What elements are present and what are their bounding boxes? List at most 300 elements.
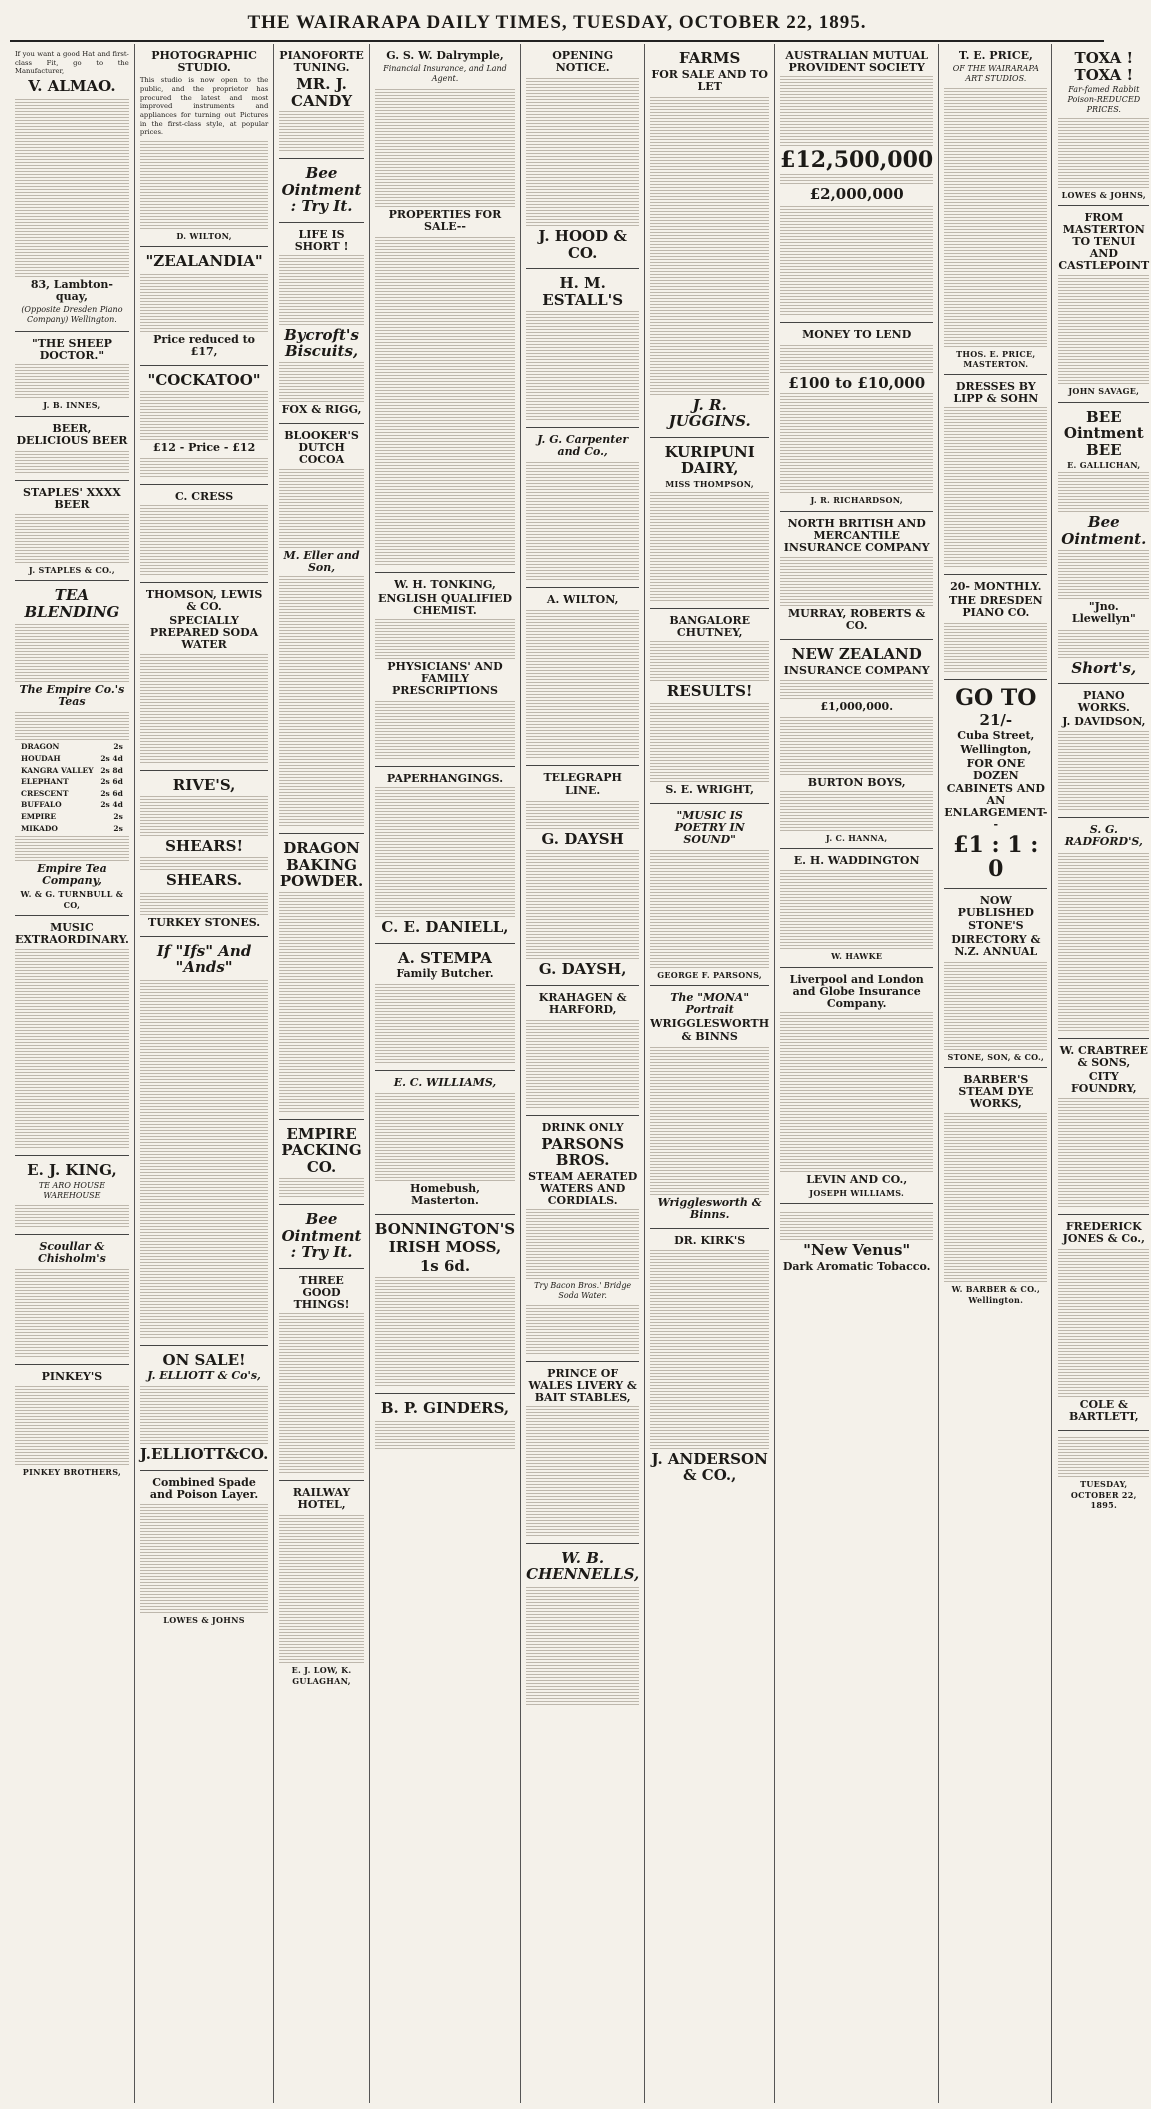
body-copy-block (279, 362, 364, 402)
ad-heading: C. CRESS (174, 489, 234, 503)
body-copy-block (279, 1177, 364, 1197)
ad-heading: COLE & BARTLETT, (1068, 1398, 1139, 1424)
body-copy-block (780, 869, 933, 949)
ad-subheading: FOR SALE AND TO LET (651, 67, 768, 93)
ad-chennells (526, 1544, 639, 1712)
ad-price: 1s 6d. (419, 1256, 471, 1275)
tea-name: EMPIRE (21, 812, 57, 821)
ad-heading: A. STEMPA (398, 948, 492, 967)
ad-three-things (279, 1269, 364, 1481)
body-copy-block (526, 1018, 639, 1108)
body-copy-block (526, 1209, 639, 1279)
ad-heading: Short's, (1071, 658, 1137, 677)
ad-heading: BONNINGTON'S (374, 1219, 516, 1238)
ad-text: If you want a good Hat and first-class Fit, go to the Manufacturer, (15, 50, 129, 76)
ad-heading: NORTH BRITISH AND MERCANTILE INSURANCE COMPANY (783, 516, 930, 554)
body-copy-block (15, 97, 129, 277)
ad-bee-ointment-2 (279, 1205, 364, 1269)
ad-goto (944, 680, 1047, 890)
ad-subheading: TE ARO HOUSE WAREHOUSE (38, 1180, 106, 1200)
ad-heading: Wrigglesworth & Binns. (657, 1195, 762, 1221)
body-copy-block (279, 576, 364, 826)
ad-subheading: Financial Insurance, and Land Agent. (383, 64, 507, 84)
ad-signature: STONE, SON, & CO., (947, 1051, 1045, 1062)
ad-north-british (780, 512, 933, 640)
body-copy-block (15, 1385, 129, 1465)
ad-heading: PROPERTIES FOR SALE-- (388, 207, 502, 233)
ad-heading: OPENING NOTICE. (552, 49, 614, 75)
ad-heading: "THE SHEEP DOCTOR." (31, 337, 112, 363)
ad-heading: RAILWAY HOTEL, (292, 1486, 351, 1512)
ad-heading: If "Ifs" And "Ands" (156, 941, 252, 977)
tea-price: 2s (113, 823, 123, 833)
tea-row (21, 754, 123, 764)
page-title: THE WAIRARAPA DAILY TIMES, TUESDAY, OCTOBER 22, 1895. (247, 12, 867, 33)
body-copy-block (1058, 549, 1149, 599)
ad-heading: NEW ZEALAND (791, 645, 922, 664)
body-copy-block (526, 1585, 639, 1705)
ad-heading: C. E. DANIELL, (381, 918, 509, 937)
body-copy-block (526, 76, 639, 226)
ad-king (15, 1156, 129, 1235)
ad-mona (650, 986, 769, 1229)
tea-row (21, 812, 123, 822)
tea-name: CRESCENT (21, 788, 69, 798)
ad-heading: V. ALMAO. (28, 77, 116, 96)
body-copy-block (279, 111, 364, 151)
body-copy-block (650, 491, 769, 601)
ad-signature: JOHN SAVAGE, (1068, 386, 1140, 397)
ad-pinkey (15, 1365, 129, 1482)
ad-photo-studio (140, 44, 268, 247)
ad-almao (15, 44, 129, 332)
ad-heading: E. J. KING, (27, 1161, 117, 1180)
ad-new-zealand (780, 640, 933, 849)
body-copy-block (780, 679, 933, 699)
ad-ifs-ands (140, 937, 268, 1346)
body-copy-block (375, 87, 515, 207)
ad-jones (1058, 1215, 1149, 1431)
body-copy-block (375, 699, 515, 759)
column-8b (1058, 44, 1151, 2103)
body-copy-block (780, 393, 933, 493)
column-2 (135, 44, 274, 2103)
ad-subheading: OF THE WAIRARAPA ART STUDIOS. (952, 64, 1039, 84)
column-8 (939, 44, 1151, 2103)
ad-heading: DR. KIRK'S (674, 1233, 746, 1247)
body-copy-block (650, 1045, 769, 1195)
ad-signature: W. BARBER & CO., Wellington. (951, 1284, 1041, 1305)
column-1 (10, 44, 135, 2103)
ad-price: £12 - Price - £12 (152, 441, 256, 455)
ad-bee-ointment (279, 159, 364, 223)
ad-heading: GO TO (955, 684, 1037, 711)
ad-heading: IRISH MOSS, (388, 1238, 502, 1257)
ad-heading: MURRAY, ROBERTS & CO. (787, 606, 926, 633)
body-copy-block (650, 95, 769, 395)
ad-signature: GEORGE F. PARSONS, (657, 969, 763, 980)
ad-krahagen (526, 986, 639, 1116)
ad-heading: THREE GOOD THINGS! (293, 1273, 350, 1312)
body-copy-block (375, 1091, 515, 1181)
body-copy-block (1058, 472, 1149, 512)
ad-heading: FOX & RIGG, (281, 402, 362, 416)
body-copy-block (140, 856, 268, 870)
ad-amount: £100 to £10,000 (788, 373, 926, 392)
ad-heading: Bee Ointment. (1061, 513, 1147, 548)
tea-row (21, 789, 123, 799)
body-copy-block (780, 205, 933, 315)
ad-dragon (279, 834, 364, 1120)
ad-signature: MISS THOMPSON, (665, 478, 754, 489)
body-copy-block (526, 608, 639, 758)
ad-prince-of-wales (526, 1362, 639, 1544)
ad-heading: TURKEY STONES. (148, 915, 261, 929)
body-copy-block (140, 272, 268, 332)
ad-heading: E. H. WADDINGTON (793, 854, 920, 868)
ad-heading: STAPLES' XXXX BEER (23, 485, 121, 511)
ad-farms (650, 44, 769, 438)
ad-piano-tuning (279, 44, 364, 159)
ad-heading: FARMS (679, 49, 741, 67)
ad-estall (526, 269, 639, 428)
ad-radford (1058, 818, 1149, 1038)
body-copy-block (526, 849, 639, 959)
body-copy-block (944, 407, 1047, 567)
ad-price: £1 : 1 : 0 (953, 831, 1039, 883)
ad-heading: PINKEY'S (41, 1370, 103, 1384)
body-copy-block (650, 641, 769, 681)
ad-signature: J. B. INNES, (43, 400, 101, 411)
ad-staples (15, 481, 129, 581)
ad-heading: J. R. JUGGINS. (668, 395, 751, 431)
ad-tonking (375, 573, 515, 768)
body-copy-block (15, 1203, 129, 1227)
body-copy-block (780, 76, 933, 146)
ad-signature: LOWES & JOHNS (163, 1614, 245, 1625)
tea-name: DRAGON (21, 742, 60, 752)
ad-music (15, 916, 129, 1156)
ad-heading: BARBER'S STEAM DYE WORKS, (958, 1073, 1034, 1111)
body-copy-block (944, 960, 1047, 1050)
body-copy-block (15, 948, 129, 1148)
ad-signature: J. STAPLES & CO., (28, 565, 115, 576)
ad-heading: LEVIN AND CO., (806, 1172, 908, 1186)
ad-drink (526, 1116, 639, 1362)
ad-heading: RESULTS! (666, 682, 753, 701)
body-copy-block (780, 715, 933, 775)
ad-signature: J. R. RICHARDSON, (810, 495, 903, 506)
body-copy-block (375, 1276, 515, 1386)
ad-heading: KURIPUNI DAIRY, (664, 442, 755, 478)
body-copy-block (140, 978, 268, 1338)
ad-heading: E. C. WILLIAMS, (393, 1075, 497, 1089)
ad-heading: J. ELLIOTT & Co's, (147, 1369, 261, 1383)
ad-heading: Liverpool and London and Globe Insurance Company. (789, 972, 924, 1010)
ad-heading: THE DRESDEN PIANO CO. (948, 594, 1043, 620)
ad-heading: DRAGON BAKING POWDER. (279, 839, 364, 891)
ad-heading: RIVE'S, (172, 776, 236, 795)
tea-price: 2s 8d (100, 765, 123, 775)
ad-subheading: DIRECTORY & N.Z. ANNUAL (951, 932, 1041, 958)
body-copy-block (140, 457, 268, 477)
ad-spade (140, 1471, 268, 1630)
ad-amp-society (780, 44, 933, 323)
tea-name: HOUDAH (21, 754, 61, 764)
body-copy-block (140, 505, 268, 575)
ad-signature: TUESDAY, OCTOBER 22, 1895. (1070, 1479, 1137, 1510)
ad-crabtree (1058, 1039, 1149, 1215)
body-copy-block (526, 460, 639, 580)
ad-heading: PIANOFORTE TUNING. (279, 49, 364, 75)
body-copy-block (526, 310, 639, 420)
ad-address: Cuba Street, (957, 729, 1035, 743)
body-copy-block (526, 1406, 639, 1536)
ad-heading: FREDERICK JONES & Co., (1062, 1219, 1145, 1245)
tea-row (21, 824, 123, 834)
body-copy-block (279, 255, 364, 325)
ad-lipp (944, 375, 1047, 575)
tea-row (21, 766, 123, 776)
body-copy-block (140, 390, 268, 440)
ad-heading: SHEARS. (166, 871, 243, 890)
ad-heading: FOR ONE DOZEN CABINETS AND AN ENLARGEMENT-- (944, 757, 1048, 831)
ad-zealandia (140, 247, 268, 366)
ad-heading: MONEY TO LEND (802, 327, 912, 341)
ad-kirk (650, 1229, 769, 1491)
ad-heading: G. DAYSH (541, 829, 624, 848)
ad-heading: BEE Ointment BEE (1063, 407, 1144, 459)
ad-amount: £1,000,000. (820, 699, 894, 713)
body-copy-block (279, 1313, 364, 1473)
ad-heading: A. WILTON, (546, 593, 619, 607)
ad-liverpool (780, 968, 933, 1205)
ad-heading: "ZEALANDIA" (145, 252, 263, 271)
ad-heading: G. DAYSH, (538, 960, 627, 979)
ad-heading: W. CRABTREE & SONS, (1059, 1043, 1148, 1069)
ad-heading: PAPERHANGINGS. (386, 772, 504, 786)
ad-heading: Empire Tea Company, (37, 862, 107, 888)
column-7 (775, 44, 939, 2103)
ad-signature: PINKEY BROTHERS, (22, 1467, 122, 1478)
tea-name: KANGRA VALLEY (21, 765, 94, 775)
ad-subheading: (Opposite Dresden Piano Company) Wellington. (21, 304, 123, 324)
ad-wilton (526, 588, 639, 766)
ad-heading: S. G. RADFORD'S, (1064, 823, 1143, 849)
ad-heading: SHEARS! (165, 836, 244, 855)
ad-waddington (780, 849, 933, 967)
ad-subheading: Family Butcher. (396, 967, 494, 981)
ad-subheading: PHYSICIANS' AND FAMILY PRESCRIPTIONS (387, 660, 503, 698)
body-copy-block (279, 468, 364, 548)
ad-heading: PHOTOGRAPHIC STUDIO. (151, 49, 257, 75)
body-copy-block (140, 796, 268, 836)
ad-signature: E. J. LOW, K. GULAGHAN, (291, 1665, 352, 1686)
body-copy-block (1058, 628, 1149, 658)
body-copy-block (15, 364, 129, 398)
body-copy-block (375, 235, 515, 565)
ad-text: This studio is now open to the public, and the proprietor has procured the latest and most improved instruments and appliances for turning out Pictures in the first-class style, at popular prices. (139, 76, 269, 137)
ad-signature: D. WILTON, (176, 231, 232, 241)
ad-heading: TEA BLENDING (24, 586, 120, 621)
ad-heading: PRINCE OF WALES LIVERY & BAIT STABLES, (528, 1366, 637, 1404)
ad-heading: T. E. PRICE, (958, 49, 1033, 62)
ad-heading: BANGALORE CHUTNEY, (669, 613, 750, 640)
body-copy-block (15, 513, 129, 563)
ad-signature: W. HAWKE (831, 951, 883, 962)
ad-subheading: STEAM AERATED WATERS AND CORDIALS. (528, 1169, 638, 1208)
ad-heading: DRINK ONLY (541, 1120, 624, 1134)
tea-name: MIKADO (21, 823, 58, 833)
body-copy-block (15, 1267, 129, 1357)
body-copy-block (375, 1419, 515, 1449)
ad-dresden (944, 575, 1047, 679)
tea-row (21, 800, 123, 810)
ad-heading: WRIGGLESWORTH & BINNS (650, 1017, 770, 1043)
body-copy-block (140, 891, 268, 915)
body-copy-block (15, 622, 129, 682)
ad-dalrymple (375, 44, 515, 573)
tea-price: 2s (113, 742, 123, 752)
body-copy-block (279, 1513, 364, 1663)
ad-heading: J.ELLIOTT&CO. (139, 1445, 269, 1464)
ad-irish-moss (375, 1215, 515, 1395)
body-copy-block (1058, 851, 1149, 1031)
body-copy-block (780, 791, 933, 831)
ad-telegraph (526, 766, 639, 985)
body-copy-block (140, 139, 268, 229)
ad-signature: E. GALLICHAN, (1067, 460, 1141, 471)
body-copy-block (375, 619, 515, 659)
body-copy-block (526, 799, 639, 829)
ad-sheep-doctor (15, 332, 129, 416)
ad-bee (1058, 403, 1149, 684)
body-copy-block (944, 622, 1047, 672)
tea-row (21, 777, 123, 787)
tea-row (21, 742, 123, 752)
ad-chutney (650, 609, 769, 804)
ad-heading: J. G. Carpenter and Co., (537, 433, 629, 459)
ad-subheading: CITY FOUNDRY, (1070, 1069, 1137, 1095)
ad-heading: "Jno. Llewellyn" (1071, 600, 1136, 626)
ad-subheading: Try Bacon Bros.' Bridge Soda Water. (534, 1281, 632, 1301)
ad-elliott (140, 1346, 268, 1471)
body-copy-block (780, 174, 933, 184)
ad-opening (526, 44, 639, 269)
body-copy-block (650, 848, 769, 968)
ad-heading: B. P. GINDERS, (380, 1399, 510, 1418)
ad-piano-works (1058, 684, 1149, 818)
ad-cockatoo (140, 366, 268, 485)
ad-heading: H. M. ESTALL'S (542, 274, 624, 309)
ad-heading: DRESSES BY LIPP & SOHN (953, 380, 1039, 406)
body-copy-block (279, 892, 364, 1112)
body-copy-block (944, 87, 1047, 347)
ad-bycroft (279, 223, 364, 424)
ad-heading: "New Venus" (803, 1241, 911, 1260)
ad-heading: BLOOKER'S DUTCH COCOA (284, 428, 359, 467)
column-6 (645, 44, 775, 2103)
ad-heading: "COCKATOO" (147, 370, 261, 389)
body-copy-block (650, 702, 769, 782)
ad-kuripuni (650, 438, 769, 609)
ad-signature: J. C. HANNA, (825, 832, 888, 843)
ad-heading: ON SALE! (162, 1350, 246, 1369)
ad-heading: MR. J. CANDY (291, 75, 353, 110)
body-copy-block (1058, 118, 1149, 188)
tea-price: 2s 4d (100, 800, 123, 810)
body-copy-block (650, 1249, 769, 1449)
ad-stempa (375, 944, 515, 1071)
tea-name: ELEPHANT (21, 777, 69, 787)
ad-williams (375, 1071, 515, 1215)
ad-subheading: INSURANCE COMPANY (783, 663, 930, 677)
body-copy-block (780, 556, 933, 606)
ad-heading: Bycroft's Biscuits, (284, 325, 359, 361)
ad-tea (15, 581, 129, 916)
ad-subheading: Dark Aromatic Tobacco. (782, 1259, 931, 1273)
body-copy-block (140, 653, 268, 763)
ad-heading: BURTON BOYS, (807, 775, 906, 789)
ad-ginders (375, 1394, 515, 1456)
column-8a (944, 44, 1052, 2103)
ad-tobacco (780, 1204, 933, 1280)
body-copy-block (1058, 1247, 1149, 1397)
ad-price: 21/- (979, 710, 1013, 729)
body-copy-block (1058, 1437, 1149, 1477)
ad-money-lend (780, 323, 933, 512)
ad-heading: Combined Spade and Poison Layer. (149, 1475, 259, 1501)
ad-paperhangings (375, 767, 515, 944)
ad-heading: The Empire Co.'s Teas (19, 683, 125, 709)
ad-toxa (1058, 44, 1149, 206)
ad-railway-hotel (279, 1481, 364, 1691)
body-copy-block (944, 1112, 1047, 1282)
ad-subheading: SPECIALLY PREPARED SODA WATER (149, 613, 259, 651)
ad-scoullar (15, 1235, 129, 1365)
ad-heading: AUSTRALIAN MUTUAL PROVIDENT SOCIETY (785, 49, 929, 75)
ad-heading: W. B. CHENNELLS, (526, 1548, 640, 1584)
ad-heading: TOXA ! TOXA ! (1074, 49, 1134, 84)
column-5 (521, 44, 645, 2103)
body-copy-block (140, 1503, 268, 1613)
ad-thomson (140, 583, 268, 771)
ad-heading: Scoullar & Chisholm's (38, 1240, 106, 1266)
ad-price-studio (944, 44, 1047, 375)
ad-heading: Homebush, Masterton. (409, 1181, 481, 1207)
ad-signature: LOWES & JOHNS, (1061, 189, 1146, 200)
ad-amount: £2,000,000 (809, 185, 904, 204)
ad-heading: FROM MASTERTON TO TENUI AND CASTLEPOINT (1058, 210, 1150, 273)
body-copy-block (15, 835, 129, 861)
ad-rives (140, 771, 268, 937)
masthead (10, 6, 1104, 42)
ad-subheading: Far-famed Rabbit Poison-REDUCED PRICES. (1067, 85, 1141, 115)
ad-heading: M. Eller and Son, (283, 549, 360, 575)
body-copy-block (375, 787, 515, 917)
column-4 (370, 44, 521, 2103)
ad-heading: NOW PUBLISHED STONE'S (957, 894, 1034, 932)
column-grid (10, 44, 1150, 2103)
ad-address: Wellington, (960, 743, 1032, 757)
body-copy-block (140, 1384, 268, 1444)
ad-heading: W. H. TONKING, (394, 577, 496, 591)
column-3 (274, 44, 370, 2103)
body-copy-block (1058, 730, 1149, 810)
ad-empire-packing (279, 1120, 364, 1206)
ad-heading: KRAHAGEN & HARFORD, (538, 990, 627, 1016)
tea-price: 2s 4d (100, 754, 123, 764)
